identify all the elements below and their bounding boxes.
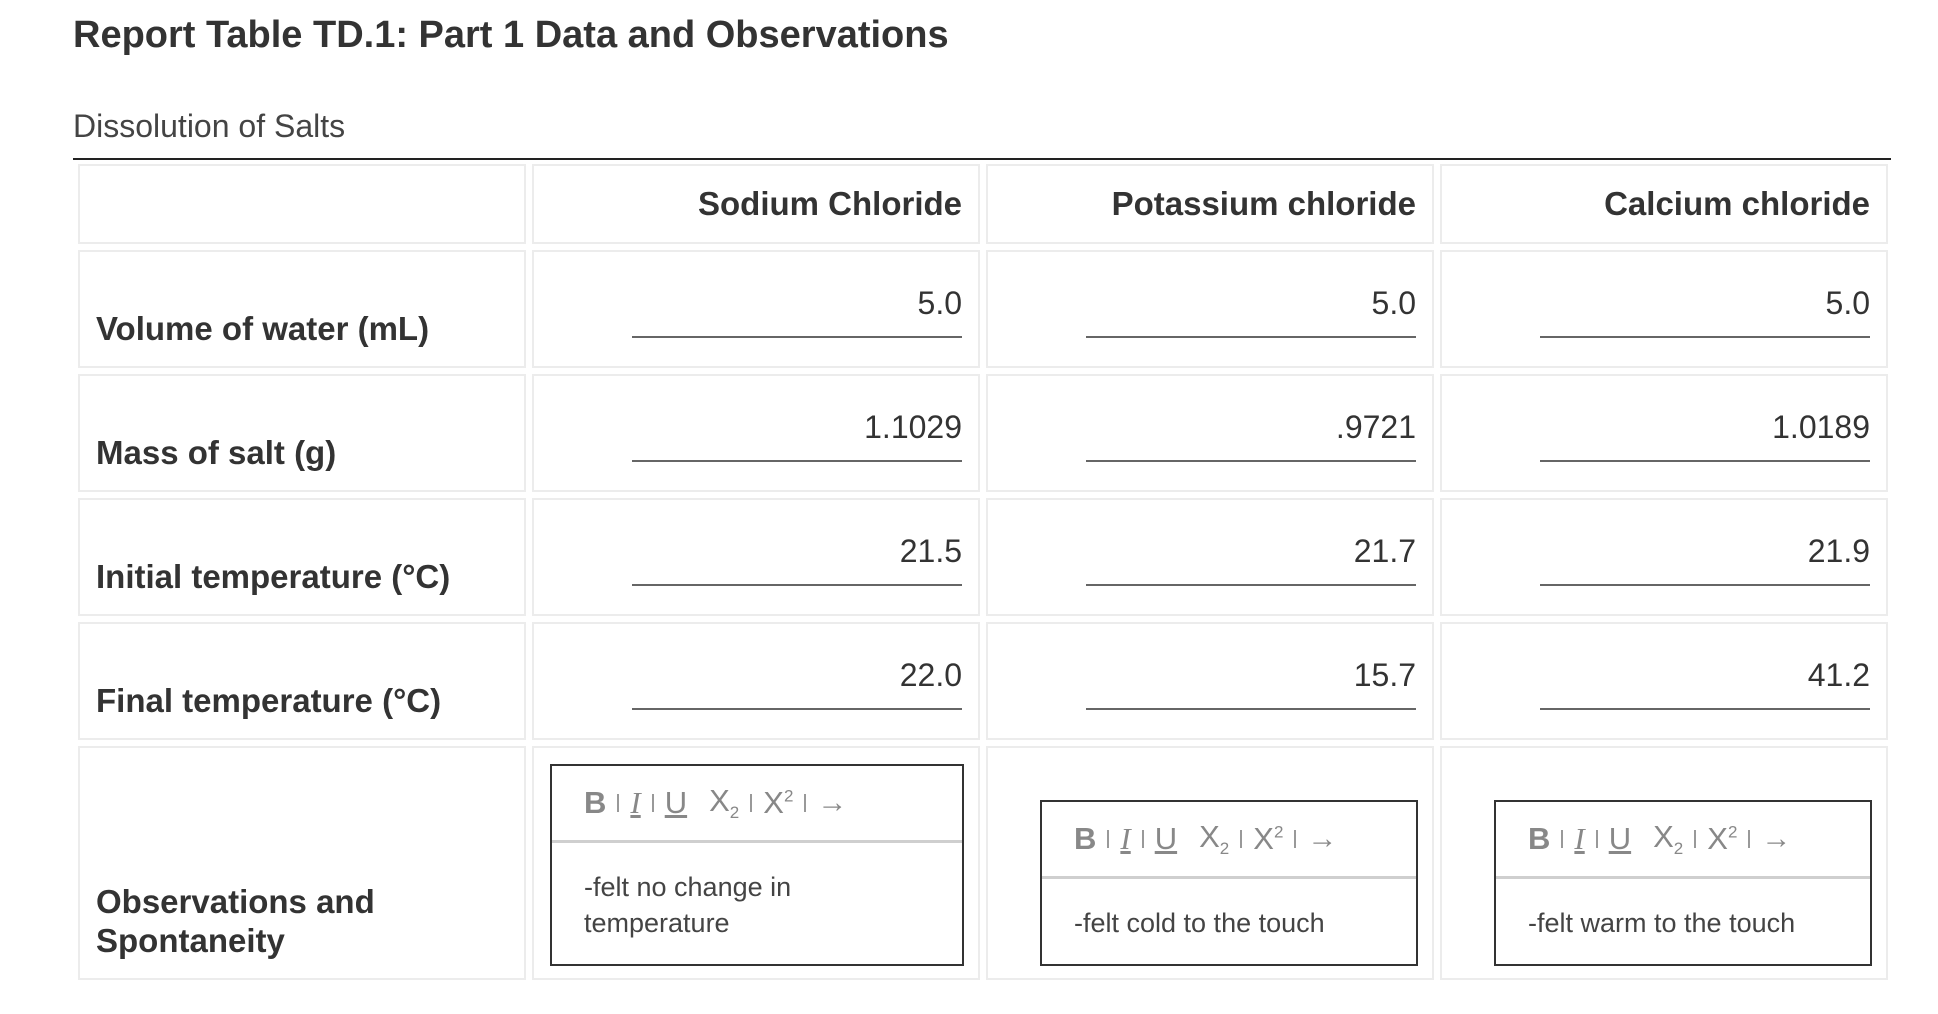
editor-toolbar <box>552 766 962 843</box>
initial-temp-calcium-input[interactable]: 21.9 <box>1540 528 1870 586</box>
table-cell <box>986 746 1434 980</box>
toolbar-separator <box>1561 830 1563 848</box>
initial-temp-potassium-input[interactable]: 21.7 <box>1086 528 1416 586</box>
underline-button[interactable]: U <box>1154 821 1178 856</box>
observation-editor-potassium <box>1040 800 1418 966</box>
initial-temp-sodium-input[interactable]: 21.5 <box>632 528 962 586</box>
italic-button[interactable]: I <box>1574 821 1585 856</box>
row-label-mass: Mass of salt (g) <box>78 374 526 492</box>
table-cell <box>1440 250 1888 368</box>
title-divider <box>73 158 1891 160</box>
bold-button[interactable]: B <box>1528 821 1551 856</box>
table-cell <box>532 746 980 980</box>
italic-button[interactable]: I <box>1120 821 1131 856</box>
superscript-button[interactable]: $X^2$ <box>763 785 794 820</box>
observation-text-potassium[interactable]: -felt cold to the touch <box>1074 908 1325 938</box>
superscript-button[interactable]: $X^2$ <box>1253 821 1284 856</box>
observation-editor-sodium <box>550 764 964 966</box>
volume-sodium-input[interactable]: 5.0 <box>632 280 962 338</box>
table-cell <box>1440 374 1888 492</box>
bold-button[interactable]: B <box>584 785 607 820</box>
row-label-volume: Volume of water (mL) <box>78 250 526 368</box>
observation-text-sodium[interactable]: -felt no change in temperature <box>584 872 792 938</box>
indent-arrow-icon[interactable]: → <box>1761 822 1792 855</box>
table-subtitle: Dissolution of Salts <box>73 108 346 144</box>
mass-sodium-input[interactable]: 1.1029 <box>632 404 962 462</box>
toolbar-separator <box>1107 830 1109 848</box>
table-cell <box>1440 622 1888 740</box>
subscript-button[interactable]: $X_2$ <box>709 782 740 823</box>
row-label-observations: Observations and Spontaneity <box>78 746 526 980</box>
italic-button[interactable]: I <box>630 785 641 820</box>
table-cell <box>532 498 980 616</box>
editor-toolbar <box>1042 802 1416 879</box>
row-label-final-temperature: Final temperature (°C) <box>78 622 526 740</box>
toolbar-separator <box>1240 830 1242 848</box>
final-temp-calcium-input[interactable]: 41.2 <box>1540 652 1870 710</box>
final-temp-sodium-input[interactable]: 22.0 <box>632 652 962 710</box>
volume-calcium-input[interactable]: 5.0 <box>1540 280 1870 338</box>
subscript-button[interactable]: $X_2$ <box>1653 818 1684 859</box>
header-empty-cell <box>78 164 526 244</box>
toolbar-separator <box>617 794 619 812</box>
underline-button[interactable]: U <box>1608 821 1632 856</box>
table-cell <box>986 498 1434 616</box>
underline-button[interactable]: U <box>664 785 688 820</box>
column-header-potassium-chloride: Potassium chloride <box>986 164 1434 244</box>
toolbar-separator <box>652 794 654 812</box>
table-cell <box>532 374 980 492</box>
volume-potassium-input[interactable]: 5.0 <box>1086 280 1416 338</box>
mass-potassium-input[interactable]: .9721 <box>1086 404 1416 462</box>
data-table <box>75 161 1891 983</box>
table-cell <box>1440 498 1888 616</box>
superscript-button[interactable]: $X^2$ <box>1707 821 1738 856</box>
subscript-button[interactable]: $X_2$ <box>1199 818 1230 859</box>
observation-text-calcium[interactable]: -felt warm to the touch <box>1528 908 1796 938</box>
toolbar-separator <box>1694 830 1696 848</box>
table-cell <box>532 250 980 368</box>
bold-button[interactable]: B <box>1074 821 1097 856</box>
editor-toolbar <box>1496 802 1870 879</box>
column-header-sodium-chloride: Sodium Chloride <box>532 164 980 244</box>
table-cell <box>986 374 1434 492</box>
toolbar-separator <box>1596 830 1598 848</box>
toolbar-separator <box>804 794 806 812</box>
toolbar-separator <box>750 794 752 812</box>
table-cell <box>986 622 1434 740</box>
toolbar-separator <box>1294 830 1296 848</box>
page-title: Report Table TD.1: Part 1 Data and Observations <box>73 14 949 56</box>
table-cell <box>986 250 1434 368</box>
final-temp-potassium-input[interactable]: 15.7 <box>1086 652 1416 710</box>
indent-arrow-icon[interactable]: → <box>817 786 848 819</box>
column-header-calcium-chloride: Calcium chloride <box>1440 164 1888 244</box>
table-cell <box>1440 746 1888 980</box>
toolbar-separator <box>1142 830 1144 848</box>
toolbar-separator <box>1748 830 1750 848</box>
row-label-initial-temperature: Initial temperature (°C) <box>78 498 526 616</box>
indent-arrow-icon[interactable]: → <box>1307 822 1338 855</box>
observation-editor-calcium <box>1494 800 1872 966</box>
table-cell <box>532 622 980 740</box>
mass-calcium-input[interactable]: 1.0189 <box>1540 404 1870 462</box>
